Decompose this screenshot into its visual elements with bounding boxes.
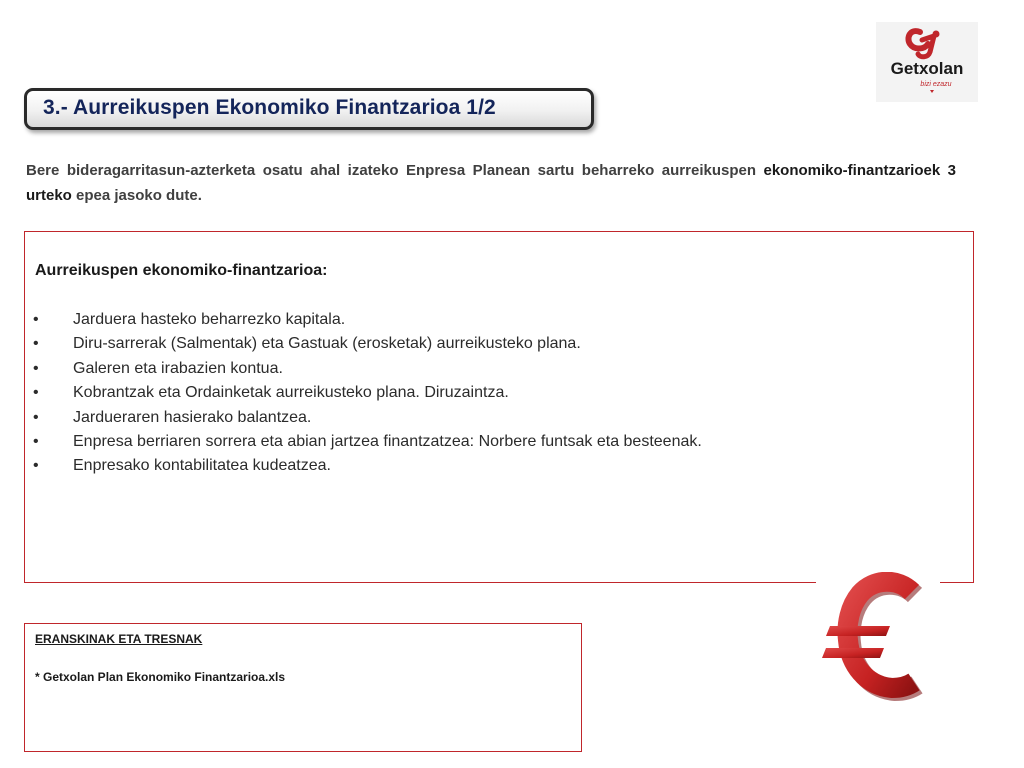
list-item: • Jardueraren hasierako balantzea. [33,406,702,430]
intro-part-3: epea jasoko dute. [71,187,202,204]
intro-paragraph [26,158,956,208]
list-item: • Diru-sarrerak (Salmentak) eta Gastuak (erosketak) aurreikusteko plana. [33,332,702,356]
forecast-heading: Aurreikuspen ekonomiko-finantzarioa: [35,262,328,279]
page-title: 3.- Aurreikuspen Ekonomiko Finantzarioa 1/2 [43,96,496,119]
forecast-box [24,231,974,583]
euro-icon [816,572,926,709]
getxolan-logo-icon [876,22,978,102]
getxolan-logo [876,22,978,102]
annex-title: ERANSKINAK ETA TRESNAK [35,632,203,646]
annex-file-link[interactable]: * Getxolan Plan Ekonomiko Finantzarioa.xls [35,670,286,684]
title-banner [24,88,594,130]
list-item: • Kobrantzak eta Ordainketak aurreikusteko plana. Diruzaintza. [33,381,702,405]
annex-box [24,623,582,752]
list-item: • Jarduera hasteko beharrezko kapitala. [33,308,702,332]
list-item: • Enpresako kontabilitatea kudeatzea. [33,454,702,478]
logo-tagline: bizi ezazu [920,81,952,88]
list-item: • Enpresa berriaren sorrera eta abian jartzea finantzatzea: Norbere funtsak eta besteenak. [33,430,702,454]
intro-part-1: Bere bideragarritasun-azterketa osatu ahal izateko Enpresa Planean sartu beharreko aurreikuspen [26,162,764,179]
forecast-list [33,308,702,479]
intro-part-2: ekonomiko-finantzarioek 3 urteko [26,162,956,204]
list-item: • Galeren eta irabazien kontua. [33,357,702,381]
logo-name: Getxolan [890,59,964,78]
